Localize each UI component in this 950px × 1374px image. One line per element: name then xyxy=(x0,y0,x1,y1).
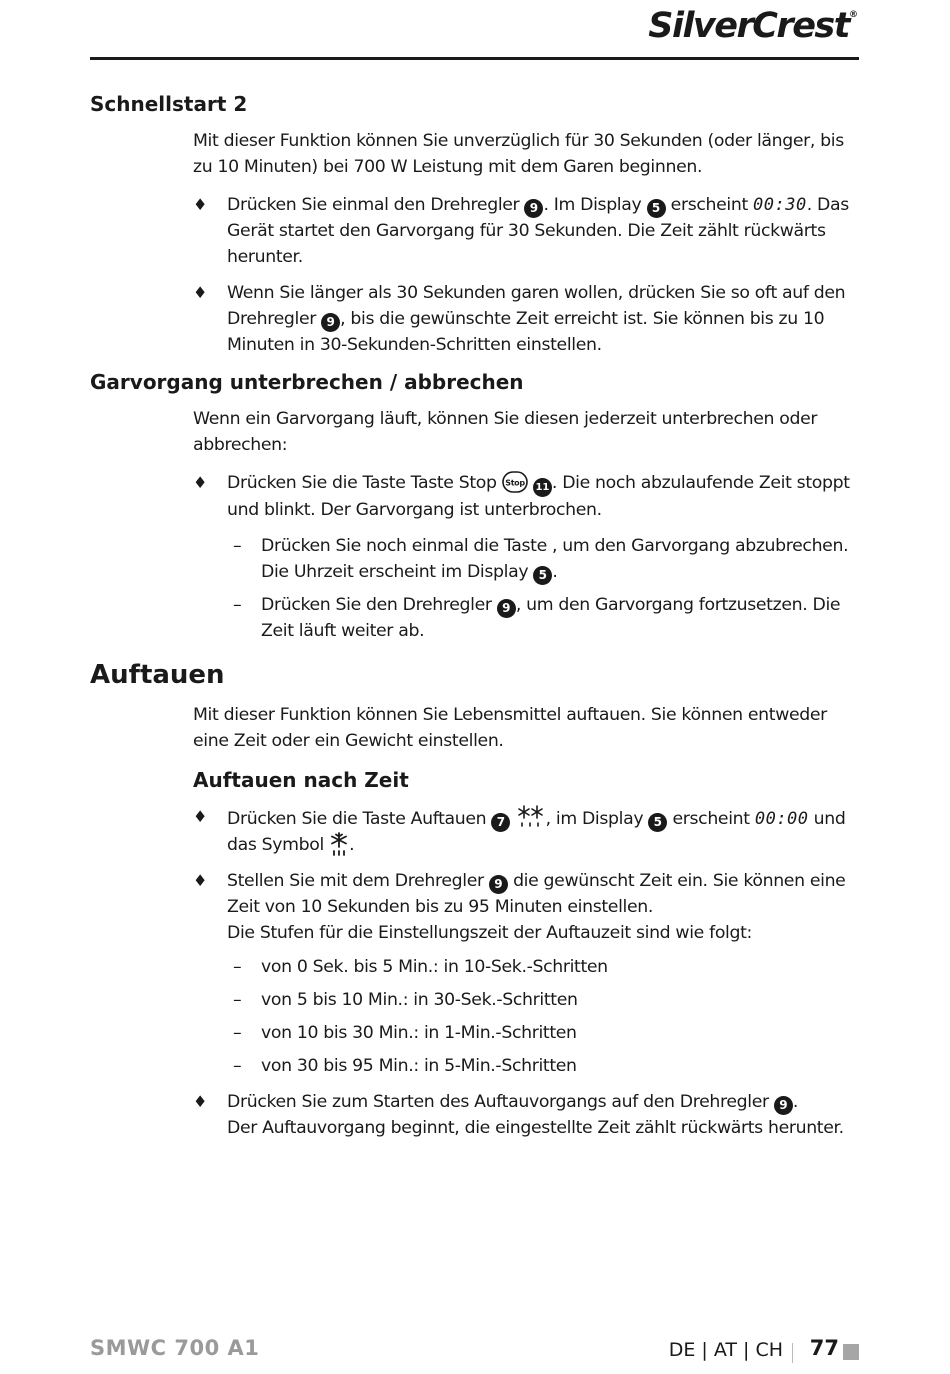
bullet-marker: ♦ xyxy=(193,1092,207,1111)
ref-number-badge: 11 xyxy=(533,478,552,497)
ref-number-badge: 9 xyxy=(774,1096,793,1115)
dash-marker: – xyxy=(233,990,242,1010)
defrost-display-symbol-icon xyxy=(329,832,349,856)
defrost-snowflake-icon xyxy=(516,804,546,828)
language-codes: DE | AT | CH xyxy=(668,1339,783,1361)
display-readout: 00:00 xyxy=(754,809,809,829)
list-item: – von 10 bis 30 Min.: in 1-Min.-Schritten xyxy=(261,1020,860,1046)
schnellstart-step-2: ♦ Wenn Sie länger als 30 Sekunden garen wollen, drücken Sie so oft auf den Drehregler 9 , bis die gewünschte Zeit erreicht ist. Sie können bis zu 10 Minuten in 30-Sekunden-Schritten einstellen. xyxy=(227,280,860,358)
bullet-marker: ♦ xyxy=(193,195,207,214)
ref-number-badge: 5 xyxy=(648,813,667,832)
ref-number-badge: 5 xyxy=(647,199,666,218)
auftauen-intro: Mit dieser Funktion können Sie Lebensmittel auftauen. Sie können entweder eine Zeit oder ein Gewicht einstellen. xyxy=(193,705,827,751)
list-item: – von 5 bis 10 Min.: in 30-Sek.-Schritten xyxy=(261,987,860,1013)
garvorgang-substep-2: – Drücken Sie den Drehregler 9 , um den Garvorgang fortzusetzen. Die Zeit läuft weiter ab. xyxy=(261,592,860,644)
dash-marker: – xyxy=(233,595,242,615)
bullet-marker: ♦ xyxy=(193,807,207,826)
list-item: – von 0 Sek. bis 5 Min.: in 10-Sek.-Schritten xyxy=(261,954,860,980)
dash-marker: – xyxy=(233,1056,242,1076)
auftauen-step-3: ♦ Drücken Sie zum Starten des Auftauvorgangs auf den Drehregler 9 . Der Auftauvorgang beginnt, die eingestellte Zeit zählt rückwärts herunter. xyxy=(227,1089,860,1141)
page-marker-square xyxy=(843,1344,859,1360)
ref-number-badge: 9 xyxy=(497,599,516,618)
footer-divider xyxy=(792,1343,793,1363)
list-item: – von 30 bis 95 Min.: in 5-Min.-Schritten xyxy=(261,1053,860,1079)
ref-number-badge: 9 xyxy=(524,199,543,218)
page-footer xyxy=(90,1336,859,1368)
garvorgang-step-1: ♦ Drücken Sie die Taste Taste Stop Stop 11 . Die noch abzulaufende Zeit stoppt und blinkt. Der Garvorgang ist unterbrochen. xyxy=(227,470,860,523)
garvorgang-intro: Wenn ein Garvorgang läuft, können Sie diesen jederzeit unterbrechen oder abbrechen: xyxy=(193,409,818,455)
model-number: SMWC 700 A1 xyxy=(90,1336,260,1360)
header-rule xyxy=(90,57,859,60)
heading-garvorgang: Garvorgang unterbrechen / abbrechen xyxy=(90,370,524,394)
schnellstart-step-1: ♦ Drücken Sie einmal den Drehregler 9 . Im Display 5 erscheint 00:30. Das Gerät startet den Garvorgang für 30 Sekunden. Die Zeit zählt rückwärts herunter. xyxy=(227,192,860,270)
ref-number-badge: 9 xyxy=(489,875,508,894)
heading-schnellstart: Schnellstart 2 xyxy=(90,92,248,116)
ref-number-badge: 7 xyxy=(491,813,510,832)
page-number: 77 xyxy=(809,1336,839,1360)
heading-auftauen: Auftauen xyxy=(90,660,225,690)
display-readout: 00:30 xyxy=(753,195,807,215)
dash-marker: – xyxy=(233,536,242,556)
bullet-marker: ♦ xyxy=(193,871,207,890)
schnellstart-intro: Mit dieser Funktion können Sie unverzüglich für 30 Sekunden (oder länger, bis zu 10 Minuten) bei 700 W Leistung mit dem Garen beginnen. xyxy=(193,131,844,177)
ref-number-badge: 9 xyxy=(321,313,340,332)
bullet-marker: ♦ xyxy=(193,283,207,302)
dash-marker: – xyxy=(233,1023,242,1043)
auftauen-step-2: ♦ Stellen Sie mit dem Drehregler 9 die gewünscht Zeit ein. Sie können eine Zeit von 10 Sekunden bis zu 95 Minuten einstellen. Die Stufen für die Einstellungszeit der Auftauzeit sind wie folgt: xyxy=(227,868,860,946)
stop-button-icon xyxy=(502,471,528,493)
subheading-auftauen-nach-zeit: Auftauen nach Zeit xyxy=(193,768,409,792)
page-content xyxy=(90,90,860,1151)
garvorgang-substep-1: – Drücken Sie noch einmal die Taste , um den Garvorgang abzubrechen. Die Uhrzeit erscheint im Display 5 . xyxy=(261,533,860,585)
bullet-marker: ♦ xyxy=(193,473,207,492)
brand-logo: SilverCrest® xyxy=(648,6,858,46)
auftauen-step-1: ♦ Drücken Sie die Taste Auftauen 7 , im Display 5 erscheint 00:00 und das Symbol . xyxy=(227,804,860,858)
svg-text:Stop: Stop xyxy=(505,478,525,488)
ref-number-badge: 5 xyxy=(533,566,552,585)
dash-marker: – xyxy=(233,957,242,977)
